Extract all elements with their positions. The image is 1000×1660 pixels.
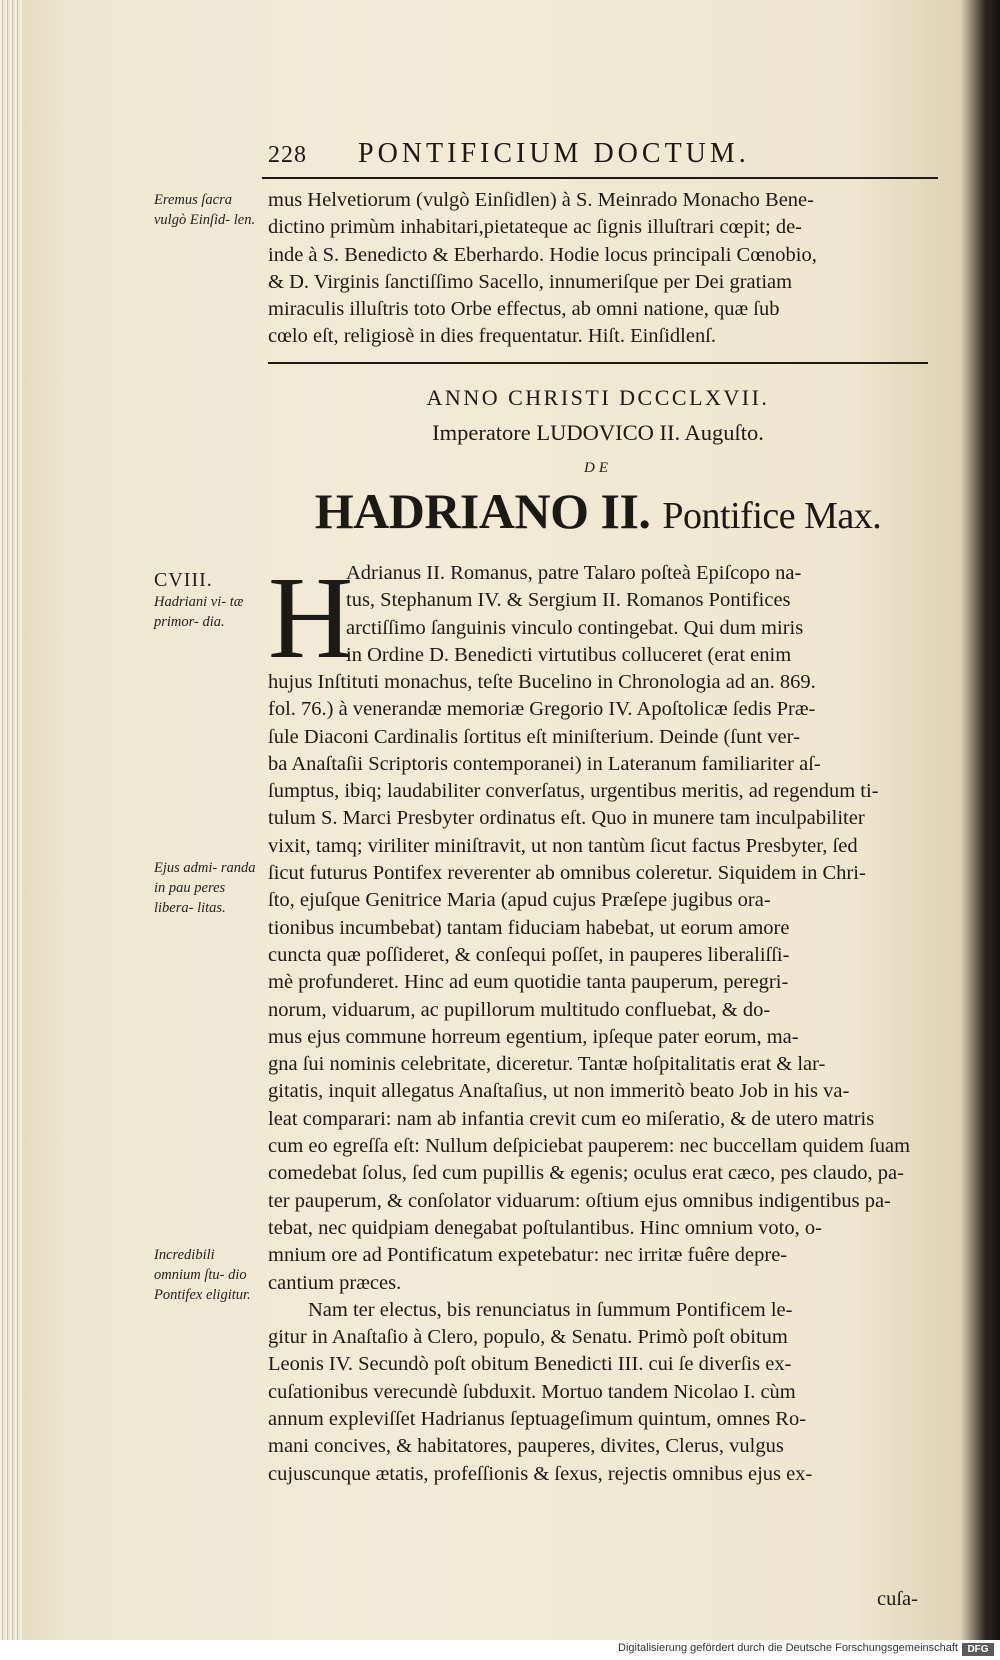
section-title xyxy=(268,482,928,540)
title-main: HADRIANO II. xyxy=(314,483,651,539)
text-line: leat comparari: nam ab infantia crevit cum eo miſeratio, & de utero matris xyxy=(268,1107,875,1130)
text-line: cuncta quæ poſſideret, & conſequi poſſet, in pauperes liberaliſſi- xyxy=(268,943,790,966)
margin-note-cviii: CVIII. Hadriani vi- tæ primor- dia. xyxy=(154,568,264,632)
dfg-logo: DFG xyxy=(962,1643,994,1656)
text-line: tulum S. Marci Presbyter ordinatus eſt. Quo in munere tam inculpabiliter xyxy=(268,807,865,830)
text-line: vixit, tamq; viriliter miniſtravit, ut non tantùm ſicut factus Presbyter, ſed xyxy=(268,834,858,857)
text-line: Adrianus II. Romanus, patre Talaro poſteà Epiſcopo na- xyxy=(346,562,802,584)
text-line: tus, Stephanum IV. & Sergium II. Romanos Pontifices xyxy=(346,589,791,612)
text-line: annum expleviſſet Hadrianus ſeptuageſimum quintum, omnes Ro- xyxy=(268,1408,807,1431)
section-rule xyxy=(268,362,928,364)
drop-capital: H xyxy=(268,552,354,683)
header-rule xyxy=(262,177,938,179)
text-line: Leonis IV. Secundò poſt obitum Benedicti III. cui ſe diverſis ex- xyxy=(268,1353,792,1376)
section-year: ANNO CHRISTI DCCCLXVII. xyxy=(426,385,770,410)
text-line: gna ſui nominis celebritate, diceretur. Tantæ hoſpitalitatis erat & lar- xyxy=(268,1053,826,1076)
text-line: cuſationibus verecundè ſubduxit. Mortuo tandem Nicolao I. cùm xyxy=(268,1380,796,1403)
text-line: cœlo eſt, religiosè in dies frequentatur. Hiſt. Einſidlenſ. xyxy=(268,325,717,348)
page-number: 228 xyxy=(268,142,307,168)
text-line: comedebat ſolus, ſed cum pupillis & egenis; oculus erat cæco, pes claudo, pa- xyxy=(268,1162,904,1185)
text-line: Nam ter electus, bis renunciatus in ſummum Pontificem le- xyxy=(308,1298,793,1321)
text-line: ſumptus, ibiq; laudabiliter converſatus, urgentibus meritis, ad regendum ti- xyxy=(268,780,879,803)
text-line: mè profunderet. Hinc ad eum quotidie tanta pauperum, peregri- xyxy=(268,971,789,994)
text-line: cantium præces. xyxy=(268,1271,402,1294)
text-line: cujuscunque ætatis, profeſſionis & ſexus, rejectis omnibus ejus ex- xyxy=(268,1462,813,1485)
title-rest: Pontifice Max. xyxy=(662,495,882,537)
page-header xyxy=(268,138,868,170)
text-line: gitur in Anaſtaſio à Clero, populo, & Senatu. Primò poſt obitum xyxy=(268,1326,788,1349)
text-line: inde à S. Benedicto & Eberhardo. Hodie locus principali Cœnobio, xyxy=(268,243,817,266)
text-line: mus ejus commune horreum egentium, ipſeque pater eorum, ma- xyxy=(268,1025,799,1048)
running-title: PONTIFICIUM DOCTUM. xyxy=(358,138,750,169)
text-line: & D. Virginis ſanctiſſimo Sacello, innumeriſque per Dei gratiam xyxy=(268,270,793,293)
text-line: ba Anaſtaſii Scriptoris contemporanei) in Lateranum familiariter aſ- xyxy=(268,752,821,775)
text-line: in Ordine D. Benedicti virtutibus colluceret (erat enim xyxy=(346,643,792,666)
main-paragraph xyxy=(268,669,928,1488)
top-paragraph xyxy=(268,187,928,351)
section-de: DE xyxy=(584,460,612,476)
book-fore-edge xyxy=(0,0,22,1640)
margin-note-ejus: Ejus admi- randa in pau peres libera- litas. xyxy=(154,860,256,916)
text-line: hujus Inſtituti monachus, teſte Bucelino in Chronologia ad an. 869. xyxy=(268,671,816,693)
text-line: cum eo egreſſa eſt: Nullum deſpiciebat pauperem: nec buccellam quidem ſuam xyxy=(268,1135,911,1158)
text-line: dictino primùm inhabitari,pietateque ac ſignis illuſtrari cœpit; de- xyxy=(268,216,802,239)
section-emperor: Imperatore LUDOVICO II. Auguſto. xyxy=(432,420,764,445)
text-line: arctiſſimo ſanguinis vinculo contingebat. Qui dum miris xyxy=(346,616,804,639)
text-line: gitatis, inquit allegatus Anaſtaſius, ut non immeritò beato Job in his va- xyxy=(268,1080,850,1103)
text-line: ſto, ejuſque Genitrice Maria (apud cujus Præſepe jugibus ora- xyxy=(268,889,771,912)
catchword: cuſa- xyxy=(877,1588,918,1610)
footer-credit: Digitalisierung gefördert durch die Deutsche Forschungsgemeinschaft xyxy=(618,1642,958,1654)
margin-note-eremus: Eremus ſacra vulgò Einſid- len. xyxy=(154,192,256,228)
text-line: tebat, nec quidpiam denegabat poſtulantibus. Hinc omnium voto, o- xyxy=(268,1216,822,1239)
text-line: miraculis illuſtris toto Orbe effectus, ab omni natione, quæ ſub xyxy=(268,298,780,321)
text-line: mani concives, & habitatores, pauperes, divites, Clerus, vulgus xyxy=(268,1435,784,1458)
text-line: ter pauperum, & conſolator viduarum: oſtium ejus omnibus indigentibus pa- xyxy=(268,1189,891,1212)
text-line: ſule Diaconi Cardinalis ſortitus eſt miniſterium. Deinde (ſunt ver- xyxy=(268,725,800,748)
text-line: ſicut futurus Pontifex reverenter ab omnibus coleretur. Siquidem in Chri- xyxy=(268,862,866,885)
margin-note-incredibili: Incredibili omnium ſtu- dio Pontifex eligitur. xyxy=(154,1247,251,1303)
text-line: norum, viduarum, ac pupillorum multitudo confluebat, & do- xyxy=(268,998,771,1021)
text-line: fol. 76.) à venerandæ memoriæ Gregorio IV. Apoſtolicæ ſedis Præ- xyxy=(268,698,816,721)
text-line: mus Helvetiorum (vulgò Einſidlen) à S. Meinrado Monacho Bene- xyxy=(268,189,814,211)
text-line: mnium ore ad Pontificatum expetebatur: nec irritæ fuêre depre- xyxy=(268,1244,788,1267)
digitization-footer xyxy=(0,1640,1000,1660)
text-line: tionibus incumbebat) tantam fiduciam habebat, ut eorum amore xyxy=(268,916,790,939)
chapter-number: CVIII. xyxy=(154,569,213,591)
dropcap-paragraph xyxy=(346,560,928,669)
